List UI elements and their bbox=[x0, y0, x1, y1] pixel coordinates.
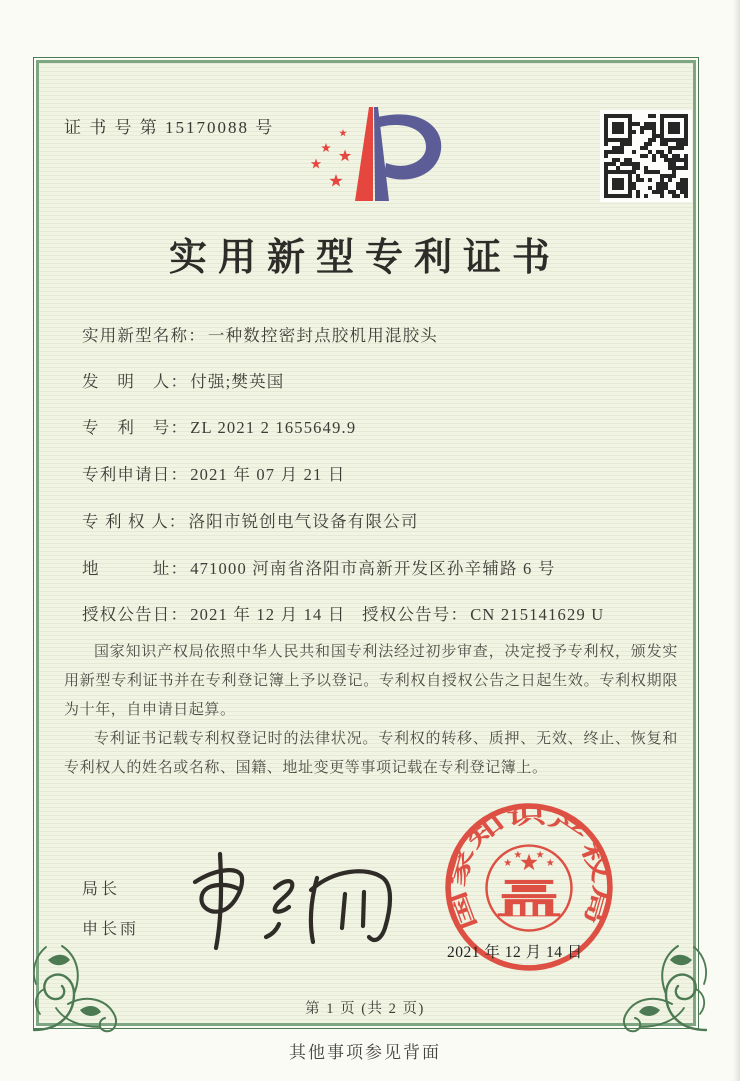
field-label: 发 明 人： bbox=[82, 372, 189, 391]
corner-flourish-icon bbox=[606, 942, 716, 1042]
page-number: 第 1 页 (共 2 页) bbox=[305, 1001, 425, 1017]
back-side-note: 其他事项参见背面 bbox=[289, 1043, 441, 1062]
field-label: 专利申请日： bbox=[82, 465, 189, 484]
legal-paragraph-2: 专利证书记载专利权登记时的法律状况。专利权的转移、质押、无效、终止、恢复和专利权人的姓名或名称、国籍、地址变更等事项记载在专利登记簿上。 bbox=[64, 731, 678, 776]
cnipa-logo-icon bbox=[298, 102, 468, 212]
field-value: 2021 年 07 月 21 日 bbox=[190, 465, 346, 484]
field-label: 授权公告号： bbox=[362, 605, 469, 624]
field-value: CN 215141629 U bbox=[470, 605, 605, 624]
qr-code bbox=[600, 110, 692, 202]
field-filing-date bbox=[82, 461, 346, 485]
field-value: 洛阳市锐创电气设备有限公司 bbox=[188, 512, 419, 531]
field-patent-number bbox=[82, 414, 356, 438]
field-value: 471000 河南省洛阳市高新开发区孙辛辅路 6 号 bbox=[190, 559, 556, 578]
field-value: 一种数控密封点胶机用混胶头 bbox=[207, 326, 439, 345]
field-label: 实用新型名称： bbox=[82, 326, 206, 345]
field-value: ZL 2021 2 1655649.9 bbox=[190, 418, 357, 437]
field-value: 付强;樊英国 bbox=[190, 372, 285, 391]
certificate-title: 实用新型专利证书 bbox=[168, 237, 561, 279]
field-label: 专 利 权 人： bbox=[82, 512, 187, 531]
field-label: 地 址： bbox=[82, 559, 189, 578]
field-grant-number bbox=[362, 601, 604, 625]
field-patentee bbox=[82, 508, 419, 532]
certificate-number: 证 书 号 第 15170088 号 bbox=[64, 118, 275, 137]
field-value: 2021 年 12 月 14 日 bbox=[190, 605, 346, 624]
national-emblem-icon bbox=[487, 846, 572, 931]
commissioner-signature bbox=[165, 848, 400, 953]
commissioner-title: 局长 bbox=[82, 881, 121, 898]
field-address bbox=[82, 555, 556, 579]
field-utility-model-name bbox=[82, 322, 438, 346]
seal-date: 2021 年 12 月 14 日 bbox=[447, 944, 583, 961]
field-label: 专 利 号： bbox=[82, 418, 189, 437]
commissioner-name: 申长雨 bbox=[82, 921, 140, 938]
corner-flourish-icon bbox=[24, 942, 134, 1042]
seal-text: 国家知识产权局 bbox=[445, 804, 613, 933]
legal-paragraph-1: 国家知识产权局依照中华人民共和国专利法经过初步审查，决定授予专利权，颁发实用新型专利证书并在专利登记簿上予以登记。专利权自授权公告之日起生效。专利权期限为十年，自申请日起算。 bbox=[64, 644, 678, 718]
field-label: 授权公告日： bbox=[82, 605, 189, 624]
field-grant-date bbox=[82, 601, 682, 625]
field-inventor bbox=[82, 368, 285, 392]
legal-text bbox=[64, 638, 678, 783]
